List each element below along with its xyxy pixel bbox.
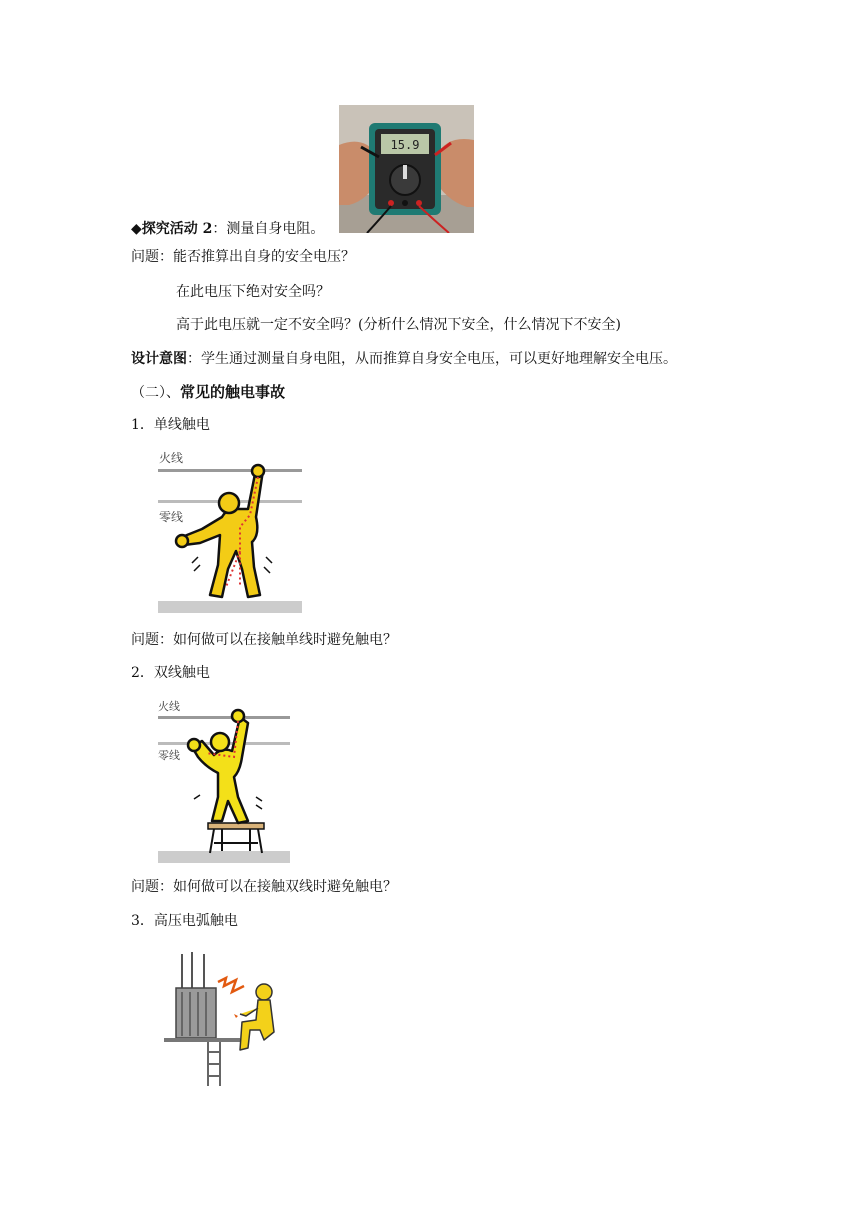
item-1-label: 1．单线触电 xyxy=(131,417,210,433)
item-2-question: 问题：如何做可以在接触双线时避免触电？ xyxy=(131,879,397,895)
high-voltage-arc-figure xyxy=(160,952,284,1088)
meter-reading: 15.9 xyxy=(390,138,420,152)
question-2: 在此电压下绝对安全吗？ xyxy=(176,284,330,300)
design-intent-text: ：学生通过测量自身电阻，从而推算自身安全电压，可以更好地理解安全电压。 xyxy=(187,351,677,367)
single-wire-figure xyxy=(156,447,304,615)
activity2-title: 探究活动 2 xyxy=(141,221,213,237)
design-intent-label: 设计意图 xyxy=(131,351,187,367)
item-1-question: 问题：如何做可以在接触单线时避免触电？ xyxy=(131,632,397,648)
multimeter-photo xyxy=(339,105,474,233)
section-prefix: （二）、 xyxy=(131,385,180,401)
diamond-bullet-icon: ◆ xyxy=(131,221,142,237)
activity2-line xyxy=(131,220,324,238)
item-2-label: 2．双线触电 xyxy=(131,665,210,681)
section-title: 常见的触电事故 xyxy=(180,383,286,401)
design-intent xyxy=(131,350,677,368)
neutral-wire-label: 零线 xyxy=(159,510,184,524)
question-1: 问题：能否推算出自身的安全电压？ xyxy=(131,249,355,265)
item-3-label: 3．高压电弧触电 xyxy=(131,913,238,929)
section-heading xyxy=(131,383,285,402)
question-3: 高于此电压就一定不安全吗？(分析什么情况下安全，什么情况下不安全) xyxy=(176,317,621,333)
double-wire-figure xyxy=(156,697,292,865)
svg-text:火线: 火线 xyxy=(158,700,180,713)
svg-text:零线: 零线 xyxy=(158,749,180,762)
live-wire-label: 火线 xyxy=(159,451,184,465)
activity2-text: ：测量自身电阻。 xyxy=(212,221,325,237)
